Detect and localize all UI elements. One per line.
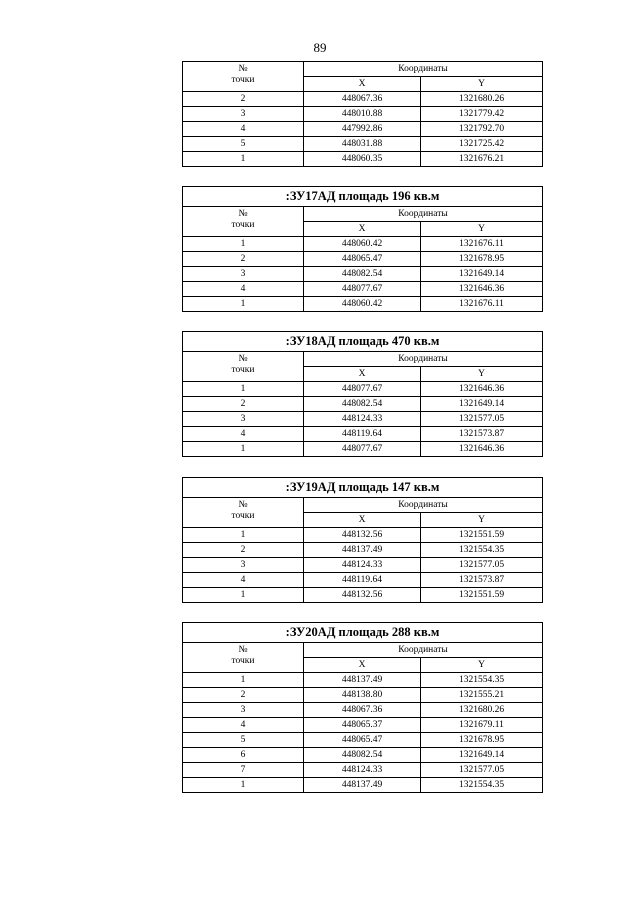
header-row: [183, 498, 543, 513]
x-coordinate-cell: 448082.54: [304, 397, 421, 412]
x-coordinate-cell: 448082.54: [304, 748, 421, 763]
x-header: X: [304, 77, 421, 92]
x-coordinate-cell: 448065.47: [304, 733, 421, 748]
x-coordinate-cell: 448137.49: [304, 778, 421, 793]
y-coordinate-cell: 1321551.59: [421, 528, 543, 543]
y-coordinate-cell: 1321646.36: [421, 282, 543, 297]
point-number-cell: 4: [183, 282, 304, 297]
table-row: [183, 297, 543, 312]
table-row: [183, 558, 543, 573]
x-coordinate-cell: 448124.33: [304, 412, 421, 427]
x-coordinate-cell: 448132.56: [304, 588, 421, 603]
y-coordinate-cell: 1321646.36: [421, 442, 543, 457]
y-coordinate-cell: 1321680.26: [421, 703, 543, 718]
point-number-cell: 1: [183, 297, 304, 312]
table-title-row: [183, 623, 543, 643]
point-number-cell: 4: [183, 718, 304, 733]
header-row: [183, 643, 543, 658]
x-coordinate-cell: 448031.88: [304, 137, 421, 152]
point-number-cell: 2: [183, 252, 304, 267]
header-row: [183, 207, 543, 222]
point-number-cell: 7: [183, 763, 304, 778]
table-row: [183, 703, 543, 718]
y-coordinate-cell: 1321792.70: [421, 122, 543, 137]
table-title: :ЗУ18АД площадь 470 кв.м: [183, 332, 543, 352]
points-label: точки: [231, 511, 255, 521]
x-coordinate-cell: 448067.36: [304, 703, 421, 718]
y-coordinate-cell: 1321678.95: [421, 252, 543, 267]
x-coordinate-cell: 448060.42: [304, 237, 421, 252]
y-coordinate-cell: 1321679.11: [421, 718, 543, 733]
y-coordinate-cell: 1321573.87: [421, 573, 543, 588]
table-row: [183, 412, 543, 427]
table-row: [183, 573, 543, 588]
y-coordinate-cell: 1321649.14: [421, 397, 543, 412]
table-row: [183, 122, 543, 137]
table-title: :ЗУ17АД площадь 196 кв.м: [183, 187, 543, 207]
point-number-cell: 2: [183, 688, 304, 703]
x-coordinate-cell: 448077.67: [304, 442, 421, 457]
x-coordinate-cell: 448124.33: [304, 558, 421, 573]
y-coordinate-cell: 1321577.05: [421, 558, 543, 573]
y-header: Y: [421, 658, 543, 673]
table-title-row: [183, 332, 543, 352]
point-number-header: [183, 207, 304, 237]
point-number-cell: 2: [183, 397, 304, 412]
coordinates-table: [182, 61, 543, 167]
x-coordinate-cell: 448137.49: [304, 673, 421, 688]
y-coordinate-cell: 1321725.42: [421, 137, 543, 152]
y-coordinate-cell: 1321680.26: [421, 92, 543, 107]
table-row: [183, 748, 543, 763]
coordinates-header: Координаты: [304, 207, 543, 222]
point-number-header: [183, 498, 304, 528]
y-coordinate-cell: 1321678.95: [421, 733, 543, 748]
point-number-cell: 1: [183, 588, 304, 603]
y-header: Y: [421, 222, 543, 237]
table-row: [183, 282, 543, 297]
point-number-cell: 1: [183, 237, 304, 252]
table-row: [183, 543, 543, 558]
coordinates-table-zu17ad: [182, 186, 543, 312]
x-coordinate-cell: 448067.36: [304, 92, 421, 107]
y-coordinate-cell: 1321649.14: [421, 267, 543, 282]
number-sign: №: [238, 645, 248, 655]
table-row: [183, 718, 543, 733]
y-header: Y: [421, 77, 543, 92]
table-row: [183, 688, 543, 703]
point-number-cell: 3: [183, 107, 304, 122]
number-sign: №: [238, 500, 248, 510]
point-number-cell: 2: [183, 543, 304, 558]
x-coordinate-cell: 448137.49: [304, 543, 421, 558]
y-coordinate-cell: 1321646.36: [421, 382, 543, 397]
number-sign: №: [238, 64, 248, 74]
number-sign: №: [238, 354, 248, 364]
y-coordinate-cell: 1321554.35: [421, 543, 543, 558]
coordinates-header: Координаты: [304, 62, 543, 77]
point-number-cell: 5: [183, 733, 304, 748]
point-number-cell: 1: [183, 382, 304, 397]
x-coordinate-cell: 448082.54: [304, 267, 421, 282]
y-coordinate-cell: 1321555.21: [421, 688, 543, 703]
table-row: [183, 152, 543, 167]
point-number-cell: 3: [183, 703, 304, 718]
point-number-cell: 1: [183, 442, 304, 457]
x-coordinate-cell: 448138.80: [304, 688, 421, 703]
table-title: :ЗУ20АД площадь 288 кв.м: [183, 623, 543, 643]
points-label: точки: [231, 75, 255, 85]
x-coordinate-cell: 448077.67: [304, 282, 421, 297]
table-row: [183, 397, 543, 412]
point-number-cell: 6: [183, 748, 304, 763]
coordinates-header: Координаты: [304, 643, 543, 658]
coordinates-header: Координаты: [304, 498, 543, 513]
x-coordinate-cell: 448060.35: [304, 152, 421, 167]
coordinates-table-zu20ad: [182, 622, 543, 793]
x-coordinate-cell: 448060.42: [304, 297, 421, 312]
y-coordinate-cell: 1321554.35: [421, 673, 543, 688]
y-coordinate-cell: 1321676.21: [421, 152, 543, 167]
point-number-cell: 4: [183, 427, 304, 442]
table-row: [183, 673, 543, 688]
x-coordinate-cell: 448077.67: [304, 382, 421, 397]
y-header: Y: [421, 367, 543, 382]
point-number-header: [183, 62, 304, 92]
table-title: :ЗУ19АД площадь 147 кв.м: [183, 478, 543, 498]
page-number: 89: [313, 40, 327, 55]
table-row: [183, 107, 543, 122]
y-coordinate-cell: 1321554.35: [421, 778, 543, 793]
x-header: X: [304, 513, 421, 528]
y-coordinate-cell: 1321676.11: [421, 237, 543, 252]
y-header: Y: [421, 513, 543, 528]
table-row: [183, 427, 543, 442]
x-header: X: [304, 222, 421, 237]
point-number-cell: 4: [183, 122, 304, 137]
point-number-cell: 3: [183, 558, 304, 573]
coordinates-table-zu19ad: [182, 477, 543, 603]
y-coordinate-cell: 1321649.14: [421, 748, 543, 763]
y-coordinate-cell: 1321779.42: [421, 107, 543, 122]
table-row: [183, 442, 543, 457]
x-coordinate-cell: 448010.88: [304, 107, 421, 122]
x-coordinate-cell: 448132.56: [304, 528, 421, 543]
point-number-header: [183, 643, 304, 673]
y-coordinate-cell: 1321676.11: [421, 297, 543, 312]
table-title-row: [183, 187, 543, 207]
coordinates-table-zu18ad: [182, 331, 543, 457]
table-row: [183, 528, 543, 543]
table-row: [183, 778, 543, 793]
table-row: [183, 267, 543, 282]
points-label: точки: [231, 365, 255, 375]
point-number-cell: 4: [183, 573, 304, 588]
table-row: [183, 588, 543, 603]
table-title-row: [183, 478, 543, 498]
table-row: [183, 237, 543, 252]
y-coordinate-cell: 1321551.59: [421, 588, 543, 603]
point-number-cell: 3: [183, 412, 304, 427]
points-label: точки: [231, 220, 255, 230]
table-row: [183, 382, 543, 397]
x-coordinate-cell: 448124.33: [304, 763, 421, 778]
number-sign: №: [238, 209, 248, 219]
point-number-cell: 5: [183, 137, 304, 152]
points-label: точки: [231, 656, 255, 666]
point-number-cell: 1: [183, 673, 304, 688]
table-row: [183, 252, 543, 267]
x-coordinate-cell: 447992.86: [304, 122, 421, 137]
x-header: X: [304, 658, 421, 673]
point-number-header: [183, 352, 304, 382]
table-row: [183, 92, 543, 107]
point-number-cell: 1: [183, 152, 304, 167]
y-coordinate-cell: 1321577.05: [421, 763, 543, 778]
x-header: X: [304, 367, 421, 382]
table-row: [183, 137, 543, 152]
x-coordinate-cell: 448119.64: [304, 427, 421, 442]
y-coordinate-cell: 1321577.05: [421, 412, 543, 427]
point-number-cell: 1: [183, 528, 304, 543]
header-row: [183, 62, 543, 77]
point-number-cell: 3: [183, 267, 304, 282]
point-number-cell: 2: [183, 92, 304, 107]
x-coordinate-cell: 448065.47: [304, 252, 421, 267]
point-number-cell: 1: [183, 778, 304, 793]
x-coordinate-cell: 448065.37: [304, 718, 421, 733]
y-coordinate-cell: 1321573.87: [421, 427, 543, 442]
table-row: [183, 763, 543, 778]
x-coordinate-cell: 448119.64: [304, 573, 421, 588]
coordinates-header: Координаты: [304, 352, 543, 367]
table-row: [183, 733, 543, 748]
header-row: [183, 352, 543, 367]
